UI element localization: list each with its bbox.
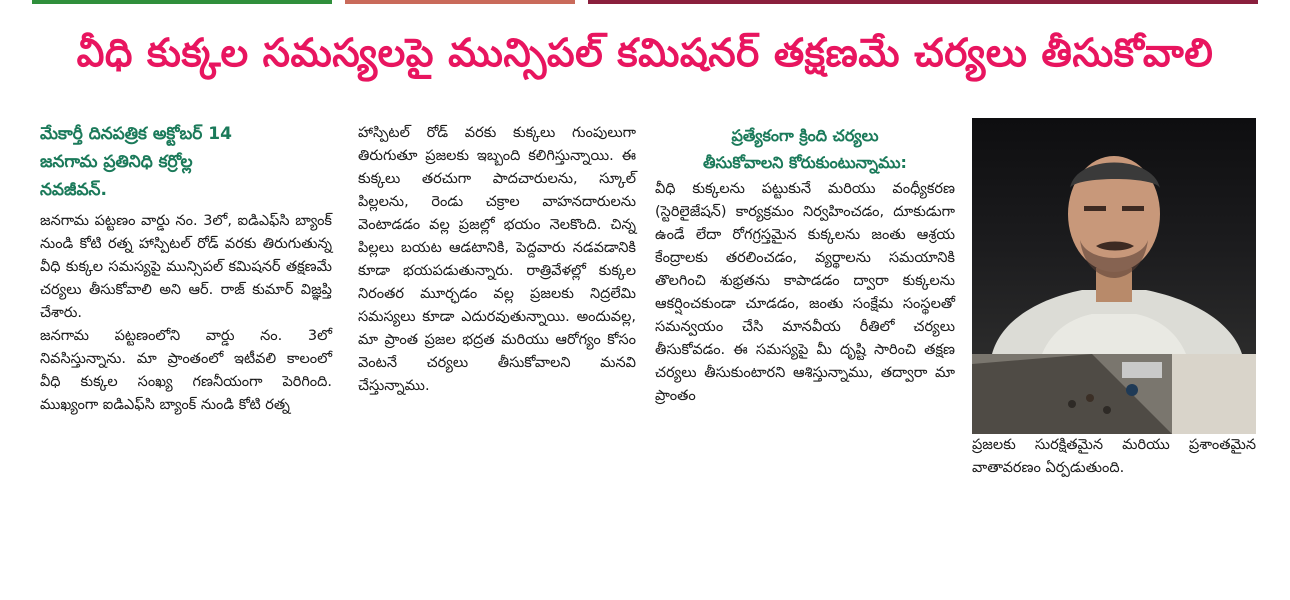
top-color-bar [0, 0, 1290, 4]
top-bar-red-segment [345, 0, 575, 4]
column-3-paragraph-1: వీధి కుక్కలను పట్టుకునే మరియు వంధ్యీకరణ (స్టెరిలైజేషన్) కార్యక్రమం నిర్వహించడం, దూకుడుగా ఉండే లేదా రోగగ్రస్తమైన కుక్కలను జంతు ఆశ్రయ కేంద్రాలకు తరలించడం, వ్యర్థాలను సమయానికి తొలగించి శుభ్రతను కాపాడడం ద్వారా కుక్కలను ఆకర్షించకుండా చూడడం, జంతు సంక్షేమ సంస్థలతో సమన్వయం చేసి మానవీయ రీతిలో చర్యలు తీసుకోవడం. ఈ సమస్యపై మీ దృష్టి సారించి తక్షణ చర్యలు తీసుకుంటారని ఆశిస్తున్నాము, తద్వారా మా ప్రాంతం [655, 181, 955, 404]
street-illustration [972, 354, 1256, 434]
column-1-paragraph-2: జనగామ పట్టణంలోని వార్డు నం. 3లో నివసిస్తున్నాను. మా ప్రాంతంలో ఇటీవలి కాలంలో వీధి కుక్కల సంఖ్య గణనీయంగా పెరిగింది. ముఖ్యంగా ఐడిఎఫ్‌సి బ్యాంక్ నుండి కోటి రత్న [40, 328, 332, 413]
column-2-paragraph-1: హాస్పిటల్ రోడ్ వరకు కుక్కలు గుంపులుగా తిరుగుతూ ప్రజలకు ఇబ్బంది కలిగిస్తున్నాయి. ఈ కుక్కలు తరచుగా పాదచారులను, స్కూల్ పిల్లలను, రెండు చక్రాల వాహనదారులను వెంటాడడం వల్ల ప్రజల్లో భయం నెలకొంది. చిన్న పిల్లలు బయట ఆడటానికి, పెద్దవారు నడవడానికి కూడా భయపడుతున్నారు. రాత్రివేళల్లో కుక్కల నిరంతర మూర్ఛడం వల్ల ప్రజలకు నిద్రలేమి సమస్యలు కూడా ఎదురవుతున్నాయి. అందువల్ల, మా ప్రాంత ప్రజల భద్రత మరియు ఆరోగ్యం కోసం వెంటనే చర్యలు తీసుకోవాలని మనవి చేస్తున్నాము. [358, 125, 636, 394]
dateline [40, 120, 332, 204]
article-column-4 [972, 118, 1256, 480]
portrait-illustration [972, 118, 1256, 354]
article-column-2 [358, 122, 636, 398]
article-column-1 [40, 120, 332, 417]
article-column-3 [655, 122, 955, 408]
top-bar-maroon-segment [588, 0, 1258, 4]
dateline-line-3: నవజీవన్. [40, 180, 107, 200]
portrait-photo [972, 118, 1256, 354]
subheading [655, 122, 955, 176]
dateline-line-1: మేకార్తీ దినపత్రిక అక్టోబర్ 14 [40, 124, 232, 144]
column-1-paragraph-1: జనగామ పట్టణం వార్డు నం. 3లో, ఐడిఎఫ్‌సి బ్యాంక్ నుండి కోటి రత్న హాస్పిటల్ రోడ్ వరకు తిరుగుతున్న వీధి కుక్కల సమస్యపై మున్సిపల్ కమిషనర్ తక్షణమే చర్యలు తీసుకోవాలి అని ఆర్. రాజ్ కుమార్ విజ్ఞప్తి చేశారు. [40, 213, 332, 321]
subheading-line-2: తీసుకోవాలని కోరుకుంటున్నాము: [703, 153, 907, 172]
photo-caption: ప్రజలకు సురక్షితమైన మరియు ప్రశాంతమైన వాతావరణం ఏర్పడుతుంది. [972, 437, 1256, 476]
headline: వీధి కుక్కల సమస్యలపై మున్సిపల్ కమిషనర్ తక్షణమే చర్యలు తీసుకోవాలి [76, 31, 1214, 76]
subheading-line-1: ప్రత్యేకంగా క్రింది చర్యలు [731, 126, 879, 145]
dateline-line-2: జనగామ ప్రతినిధి కర్రోల్ల [40, 152, 193, 172]
top-bar-green-segment [32, 0, 332, 4]
street-photo [972, 354, 1256, 434]
